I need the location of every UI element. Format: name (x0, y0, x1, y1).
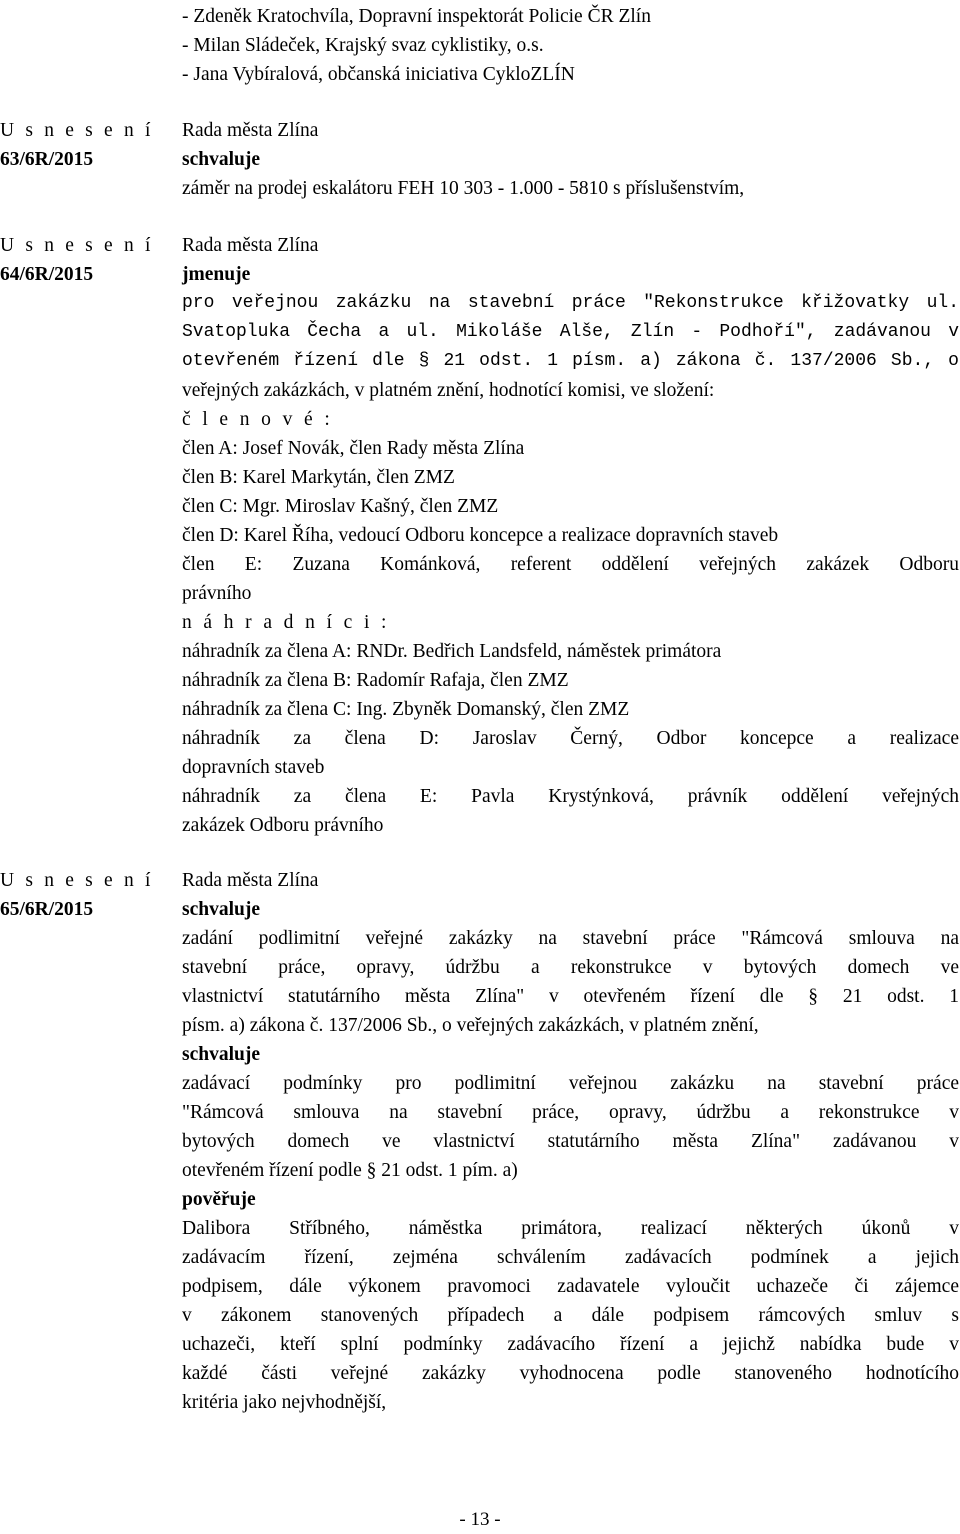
resolution-text-line: v zákonem stanovených případech a dále podpisem rámcových smluv s (182, 1305, 959, 1326)
resolution-text-line: písm. a) zákona č. 137/2006 Sb., o veřejných zakázkách, v platném znění, (182, 1015, 759, 1036)
member-line: člen A: Josef Novák, člen Rady města Zlína (182, 438, 525, 459)
council-name: Rada města Zlína (182, 120, 319, 141)
page-number: - 13 - (459, 1509, 501, 1530)
resolution-text-line: uchazeči, kteří splní podmínky zadávacího řízení a jejichž nabídka bude v (182, 1334, 959, 1355)
substitute-line: náhradník za člena B: Radomír Rafaja, člen ZMZ (182, 670, 569, 691)
resolution-text-line: kritéria jako nejvhodnější, (182, 1392, 387, 1413)
resolution-text-line: zadávací podmínky pro podlimitní veřejnou zakázku na stavební práce (182, 1073, 959, 1094)
substitute-line: náhradník za člena C: Ing. Zbyněk Domanský, člen ZMZ (182, 699, 630, 720)
resolution-heading: U s n e s e n í (0, 235, 154, 256)
substitute-line: zakázek Odboru právního (182, 815, 384, 836)
intro-line: - Jana Vybíralová, občanská iniciativa CykloZLÍN (182, 64, 575, 85)
resolution-text-line: Dalibora Stříbného, náměstka primátora, realizací některých úkonů v (182, 1218, 959, 1239)
resolution-number: 64/6R/2015 (0, 264, 94, 285)
member-line: člen C: Mgr. Miroslav Kašný, člen ZMZ (182, 496, 499, 517)
substitutes-heading: n á h r a d n í c i : (182, 612, 390, 633)
substitute-line: náhradník za člena A: RNDr. Bedřich Landsfeld, náměstek primátora (182, 641, 722, 662)
resolution-verb: schvaluje (182, 899, 260, 920)
resolution-heading: U s n e s e n í (0, 120, 154, 141)
resolution-text-line: vlastnictví statutárního města Zlína" v otevřeném řízení dle § 21 odst. 1 (182, 986, 959, 1007)
member-line: člen E: Zuzana Kománková, referent oddělení veřejných zakázek Odboru (182, 554, 959, 575)
members-heading: č l e n o v é : (182, 409, 334, 430)
resolution-text-line: otevřeném řízení dle § 21 odst. 1 písm. a) zákona č. 137/2006 Sb., o (182, 351, 959, 371)
resolution-number: 65/6R/2015 (0, 899, 94, 920)
resolution-text-line: Svatopluka Čecha a ul. Mikoláše Alše, Zlín - Podhoří", zadávanou v (182, 322, 959, 342)
substitute-line: dopravních staveb (182, 757, 325, 778)
resolution-verb: jmenuje (182, 264, 251, 285)
council-name: Rada města Zlína (182, 235, 319, 256)
resolution-text-line: zadávacím řízení, zejména schválením zadávacích podmínek a jejich (182, 1247, 959, 1268)
member-line: člen D: Karel Říha, vedoucí Odboru koncepce a realizace dopravních staveb (182, 525, 779, 546)
resolution-text-line: bytových domech ve vlastnictví statutárního města Zlína" zadávanou v (182, 1131, 959, 1152)
resolution-text-line: "Rámcová smlouva na stavební práce, opravy, údržbu a rekonstrukce v (182, 1102, 959, 1123)
resolution-verb: schvaluje (182, 1044, 260, 1065)
resolution-text-line: otevřeném řízení podle § 21 odst. 1 pím. a) (182, 1160, 518, 1181)
resolution-text-line: každé části veřejné zakázky vyhodnocena podle stanoveného hodnotícího (182, 1363, 959, 1384)
substitute-line: náhradník za člena E: Pavla Krystýnková, právník oddělení veřejných (182, 786, 959, 807)
intro-line: - Zdeněk Kratochvíla, Dopravní inspektorát Policie ČR Zlín (182, 6, 651, 27)
resolution-text-line: zadání podlimitní veřejné zakázky na stavební práce "Rámcová smlouva na (182, 928, 959, 949)
resolution-heading: U s n e s e n í (0, 870, 154, 891)
substitute-line: náhradník za člena D: Jaroslav Černý, Odbor koncepce a realizace (182, 728, 959, 749)
resolution-number: 63/6R/2015 (0, 149, 94, 170)
member-line: právního (182, 583, 252, 604)
resolution-verb: schvaluje (182, 149, 260, 170)
resolution-text-line: podpisem, dále výkonem pravomoci zadavatele vyloučit uchazeče či zájemce (182, 1276, 959, 1297)
resolution-verb: pověřuje (182, 1189, 256, 1210)
resolution-text: záměr na prodej eskalátoru FEH 10 303 - 1.000 - 5810 s příslušenstvím, (182, 178, 745, 199)
council-name: Rada města Zlína (182, 870, 319, 891)
resolution-text-line: stavební práce, opravy, údržbu a rekonstrukce v bytových domech ve (182, 957, 959, 978)
resolution-text-line: veřejných zakázkách, v platném znění, hodnotící komisi, ve složení: (182, 380, 715, 401)
member-line: člen B: Karel Markytán, člen ZMZ (182, 467, 455, 488)
intro-line: - Milan Sládeček, Krajský svaz cyklistiky, o.s. (182, 35, 544, 56)
resolution-text-line: pro veřejnou zakázku na stavební práce "Rekonstrukce křižovatky ul. (182, 293, 959, 313)
